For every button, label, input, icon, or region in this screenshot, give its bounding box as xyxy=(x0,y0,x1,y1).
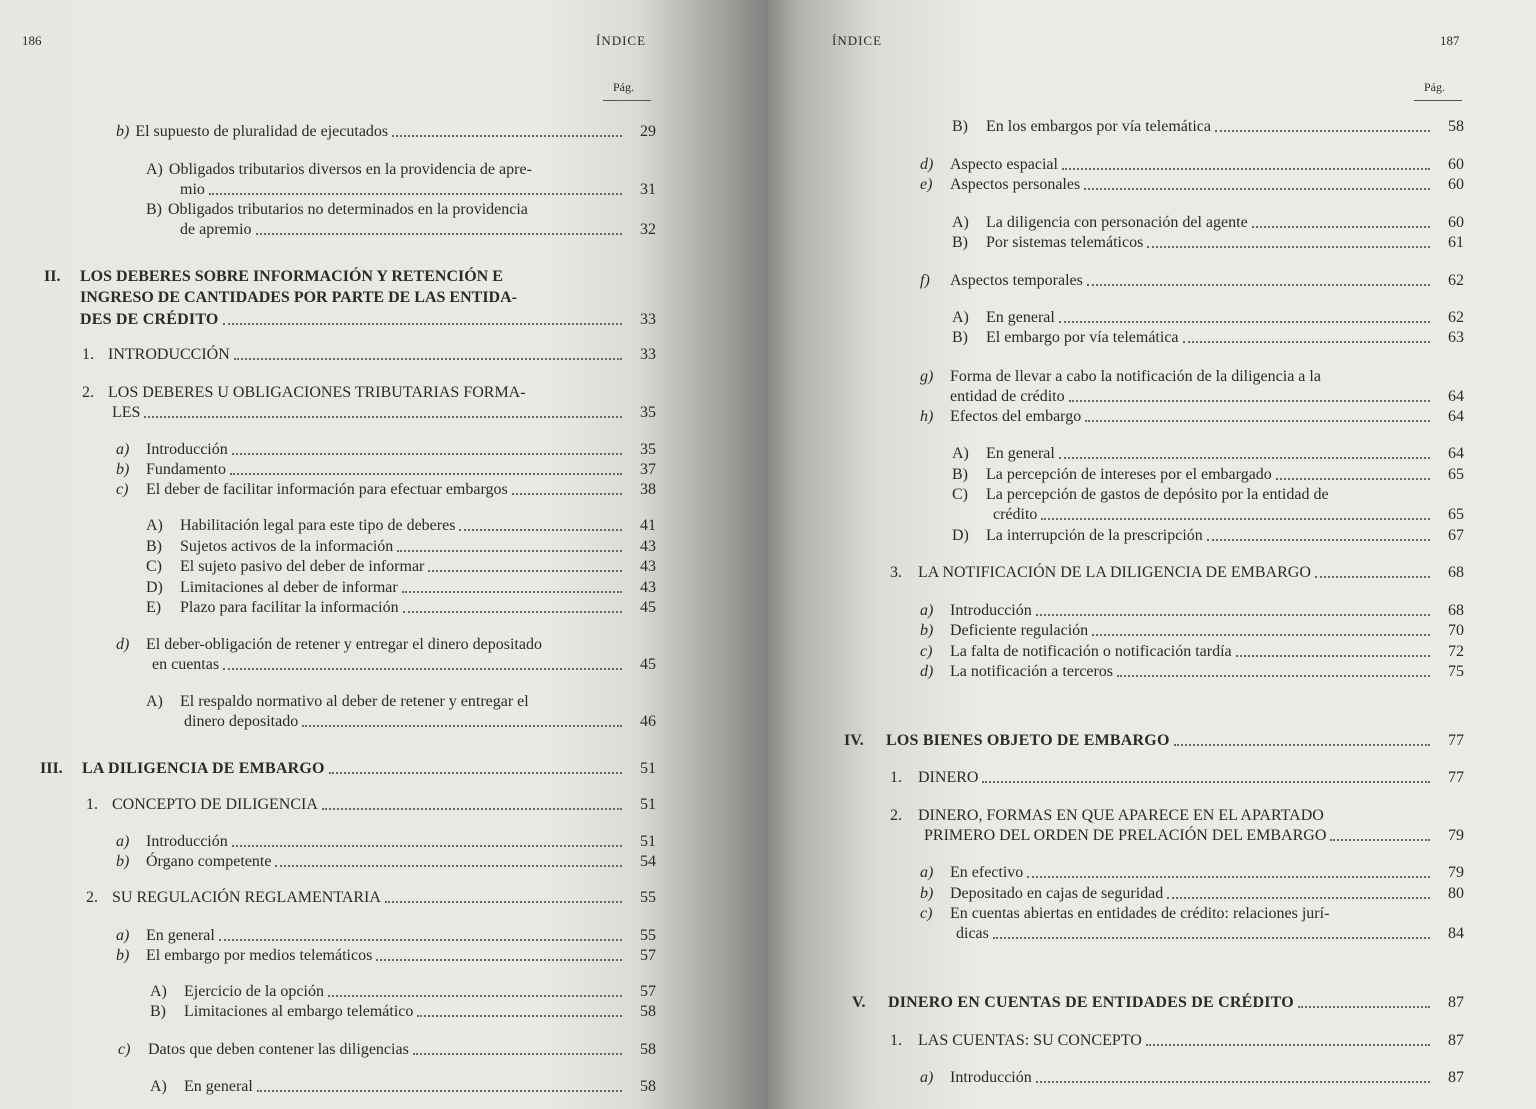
toc-entry[interactable]: C) El sujeto pasivo del deber de informar 43 xyxy=(146,558,656,575)
toc-entry-cont[interactable]: entidad de crédito 64 xyxy=(950,388,1464,405)
toc-entry[interactable]: 1. DINERO 77 xyxy=(890,769,1464,786)
toc-section-heading[interactable]: IV. LOS BIENES OBJETO DE EMBARGO 77 xyxy=(844,732,1464,749)
toc-entry[interactable]: b) Fundamento 37 xyxy=(116,461,656,478)
toc-section-heading[interactable]: V. DINERO EN CUENTAS DE ENTIDADES DE CRÉDITO 87 xyxy=(852,994,1464,1011)
toc-entry[interactable]: D) La interrupción de la prescripción 67 xyxy=(952,527,1464,544)
toc-entry[interactable]: 2. SU REGULACIÓN REGLAMENTARIA 55 xyxy=(86,889,656,906)
page-number: 187 xyxy=(1440,33,1460,48)
toc-entry[interactable]: A) Ejercicio de la opción 57 xyxy=(150,983,656,1000)
toc-entry[interactable]: A) En general 58 xyxy=(150,1078,656,1095)
toc-entry[interactable]: b) Órgano competente 54 xyxy=(116,853,656,870)
toc-entry[interactable]: A) En general 62 xyxy=(952,309,1464,326)
toc-entry-cont[interactable]: crédito 65 xyxy=(993,506,1464,523)
toc-entry[interactable]: d) La notificación a terceros 75 xyxy=(920,663,1464,680)
toc-entry[interactable]: b) Deficiente regulación 70 xyxy=(920,622,1464,639)
toc-section-heading[interactable]: II. LOS DEBERES SOBRE INFORMACIÓN Y RETENCIÓN E xyxy=(44,268,503,285)
toc-entry-cont[interactable]: mio 31 xyxy=(180,181,656,198)
toc-entry[interactable]: 3. LA NOTIFICACIÓN DE LA DILIGENCIA DE EMBARGO 68 xyxy=(890,564,1464,581)
running-head: ÍNDICE xyxy=(832,33,883,48)
toc-entry-line1[interactable]: 2. LOS DEBERES U OBLIGACIONES TRIBUTARIAS FORMA- xyxy=(82,384,526,401)
toc-entry-line1[interactable]: g) Forma de llevar a cabo la notificación de la diligencia a la xyxy=(920,368,1321,385)
toc-entry[interactable]: 1. LAS CUENTAS: SU CONCEPTO 87 xyxy=(890,1032,1464,1049)
toc-entry[interactable]: e) Aspectos personales 60 xyxy=(920,176,1464,193)
toc-section-heading-line2: INGRESO DE CANTIDADES POR PARTE DE LAS ENTIDA- xyxy=(80,289,517,306)
toc-entry[interactable]: B) Por sistemas telemáticos 61 xyxy=(952,234,1464,251)
toc-entry-line1[interactable]: c) En cuentas abiertas en entidades de crédito: relaciones jurí- xyxy=(920,905,1330,922)
pag-column-label: Pág. xyxy=(1424,80,1445,94)
pag-column-rule xyxy=(603,100,651,101)
toc-entry-line1[interactable]: A) Obligados tributarios diversos en la providencia de apre- xyxy=(146,161,532,178)
toc-entry-line1[interactable]: A) El respaldo normativo al deber de retener y entregar el xyxy=(146,693,529,710)
toc-entry[interactable]: B) El embargo por vía telemática 63 xyxy=(952,329,1464,346)
toc-entry[interactable]: a) Introducción 51 xyxy=(116,833,656,850)
toc-entry[interactable]: b) El embargo por medios telemáticos 57 xyxy=(116,947,656,964)
toc-entry[interactable]: A) La diligencia con personación del agente 60 xyxy=(952,214,1464,231)
toc-entry-line1[interactable]: d) El deber-obligación de retener y entregar el dinero depositado xyxy=(116,636,542,653)
toc-section-heading[interactable]: III. LA DILIGENCIA DE EMBARGO 51 xyxy=(40,760,656,777)
pag-column-label: Pág. xyxy=(613,80,634,94)
toc-entry[interactable]: a) Introducción 87 xyxy=(920,1069,1464,1086)
page-number: 186 xyxy=(22,33,42,48)
toc-entry-line1[interactable]: B) Obligados tributarios no determinados en la providencia xyxy=(146,201,528,218)
toc-entry[interactable]: A) Habilitación legal para este tipo de deberes 41 xyxy=(146,517,656,534)
pag-column-rule xyxy=(1414,100,1462,101)
toc-entry[interactable]: B) La percepción de intereses por el embargado 65 xyxy=(952,466,1464,483)
toc-entry[interactable]: 1. INTRODUCCIÓN 33 xyxy=(82,346,656,363)
toc-entry-line1[interactable]: C) La percepción de gastos de depósito por la entidad de xyxy=(952,486,1329,503)
toc-entry-cont[interactable]: LES 35 xyxy=(112,404,656,421)
toc-entry[interactable]: a) Introducción 68 xyxy=(920,602,1464,619)
toc-entry-line1[interactable]: 2. DINERO, FORMAS EN QUE APARECE EN EL APARTADO xyxy=(890,807,1324,824)
toc-entry[interactable]: d) Aspecto espacial 60 xyxy=(920,156,1464,173)
toc-entry[interactable]: E) Plazo para facilitar la información 45 xyxy=(146,599,656,616)
right-page xyxy=(768,0,1536,1109)
toc-entry[interactable]: 1. CONCEPTO DE DILIGENCIA 51 xyxy=(86,796,656,813)
toc-entry[interactable]: h) Efectos del embargo 64 xyxy=(920,408,1464,425)
toc-entry[interactable]: B) Sujetos activos de la información 43 xyxy=(146,538,656,555)
toc-entry[interactable]: D) Limitaciones al deber de informar 43 xyxy=(146,579,656,596)
toc-entry[interactable]: a) En efectivo 79 xyxy=(920,864,1464,881)
toc-entry-cont[interactable]: en cuentas 45 xyxy=(152,656,656,673)
toc-entry[interactable]: c) La falta de notificación o notificación tardía 72 xyxy=(920,643,1464,660)
toc-section-cont[interactable]: DES DE CRÉDITO 33 xyxy=(80,311,656,328)
toc-entry[interactable]: b) El supuesto de pluralidad de ejecutados 29 xyxy=(116,123,656,140)
toc-entry[interactable]: b) Depositado en cajas de seguridad 80 xyxy=(920,885,1464,902)
toc-entry[interactable]: A) En general 64 xyxy=(952,445,1464,462)
toc-entry[interactable]: c) El deber de facilitar información para efectuar embargos 38 xyxy=(116,481,656,498)
toc-entry[interactable]: c) Datos que deben contener las diligencias 58 xyxy=(118,1041,656,1058)
toc-entry[interactable]: B) En los embargos por vía telemática 58 xyxy=(952,118,1464,135)
toc-entry[interactable]: B) Limitaciones al embargo telemático 58 xyxy=(150,1003,656,1020)
toc-entry[interactable]: a) En general 55 xyxy=(116,927,656,944)
toc-entry[interactable]: a) Introducción 35 xyxy=(116,441,656,458)
toc-entry[interactable]: f) Aspectos temporales 62 xyxy=(920,272,1464,289)
toc-entry-cont[interactable]: de apremio 32 xyxy=(180,221,656,238)
toc-entry-cont[interactable]: dicas 84 xyxy=(956,925,1464,942)
toc-entry-cont[interactable]: PRIMERO DEL ORDEN DE PRELACIÓN DEL EMBARGO 79 xyxy=(924,827,1464,844)
toc-entry-cont[interactable]: dinero depositado 46 xyxy=(184,713,656,730)
running-head: ÍNDICE xyxy=(596,33,647,48)
